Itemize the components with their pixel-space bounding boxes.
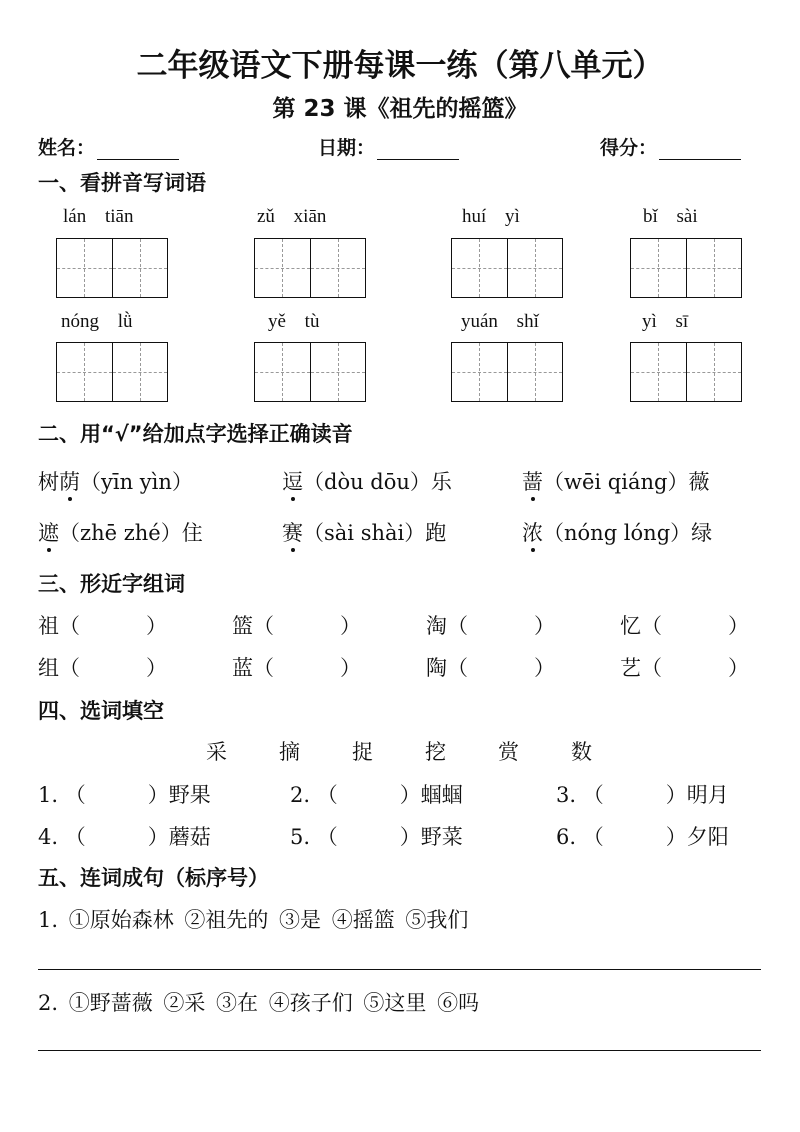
paren-close: ） — [399, 825, 421, 849]
paren-open: （ — [641, 656, 662, 680]
paren-open: （ — [316, 825, 338, 849]
fill-num-5: 5. — [290, 825, 311, 849]
fill-num-4: 4. — [38, 825, 59, 849]
paren-open: （ — [316, 783, 338, 807]
reading-1-options[interactable]: （yīn yìn） — [80, 470, 193, 494]
similar-char-1: 祖 — [38, 614, 59, 638]
name-label: 姓名： — [38, 137, 96, 159]
similar-item-6[interactable] — [232, 652, 361, 682]
section-2-heading: 二、用“√”给加点字选择正确读音 — [38, 422, 353, 446]
reading-item-3[interactable] — [522, 466, 709, 496]
similar-char-8: 艺 — [620, 656, 641, 680]
answer-line-2[interactable] — [38, 1050, 761, 1051]
reading-3-options[interactable]: （wēi qiáng） — [543, 470, 689, 494]
fill-item-4[interactable] — [38, 821, 211, 851]
word-bank-6: 数 — [571, 740, 592, 764]
fill-item-5[interactable] — [290, 821, 463, 851]
date-label: 日期： — [318, 137, 376, 159]
paren-close: ） — [728, 614, 749, 638]
fill-num-3: 3. — [556, 783, 577, 807]
paren-close: ） — [340, 614, 361, 638]
reading-4-options[interactable]: （zhē zhé） — [59, 521, 182, 545]
fill-item-2[interactable] — [290, 779, 463, 809]
fill-num-1: 1. — [38, 783, 59, 807]
similar-char-3: 淘 — [426, 614, 447, 638]
similar-char-5: 组 — [38, 656, 59, 680]
pinyin-7: yuán shǐ — [461, 311, 539, 332]
similar-item-1[interactable] — [38, 610, 167, 640]
similar-item-3[interactable] — [426, 610, 555, 640]
writing-grid-6[interactable] — [254, 342, 366, 402]
reading-3-dotted-char: 蔷 — [522, 470, 543, 494]
paren-close: ） — [534, 656, 555, 680]
fill-num-2: 2. — [290, 783, 311, 807]
paren-close: ） — [399, 783, 421, 807]
date-blank[interactable] — [377, 141, 459, 160]
score-field[interactable] — [600, 133, 741, 160]
fill-word-2: 蝈蝈 — [420, 783, 463, 807]
paren-close: ） — [340, 656, 361, 680]
name-blank[interactable] — [97, 141, 179, 160]
paren-close: ） — [728, 656, 749, 680]
paren-open: （ — [582, 825, 604, 849]
pinyin-4: bǐ sài — [643, 206, 698, 227]
paren-open: （ — [253, 656, 274, 680]
section-4-heading: 四、选词填空 — [38, 699, 164, 723]
section-3-heading: 三、形近字组词 — [38, 572, 185, 596]
reading-2-dotted-char: 逗 — [282, 470, 303, 494]
sentence-1-words: 1. ①原始森林 ②祖先的 ③是 ④摇篮 ⑤我们 — [38, 908, 469, 932]
reading-6-post: 绿 — [691, 521, 713, 545]
reading-6-options[interactable]: （nóng lóng） — [543, 521, 692, 545]
reading-2-options[interactable]: （dòu dōu） — [303, 470, 431, 494]
pinyin-1: lán tiān — [63, 206, 134, 227]
word-bank-4: 挖 — [425, 740, 446, 764]
section-5-heading: 五、连词成句（标序号） — [38, 866, 269, 890]
paren-open: （ — [447, 614, 468, 638]
fill-word-6: 夕阳 — [686, 825, 729, 849]
paren-close: ） — [534, 614, 555, 638]
date-field[interactable] — [318, 133, 459, 160]
similar-char-2: 篮 — [232, 614, 253, 638]
paren-open: （ — [59, 614, 80, 638]
reading-6-dotted-char: 浓 — [522, 521, 543, 545]
pinyin-2: zǔ xiān — [257, 206, 327, 227]
fill-word-3: 明月 — [686, 783, 729, 807]
writing-grid-1[interactable] — [56, 238, 168, 298]
reading-item-5[interactable] — [282, 517, 446, 547]
pinyin-8: yì sī — [642, 311, 689, 332]
fill-item-1[interactable] — [38, 779, 211, 809]
paren-open: （ — [582, 783, 604, 807]
fill-word-5: 野菜 — [420, 825, 463, 849]
fill-num-6: 6. — [556, 825, 577, 849]
reading-4-post: 住 — [181, 521, 203, 545]
paren-open: （ — [447, 656, 468, 680]
similar-item-7[interactable] — [426, 652, 555, 682]
score-blank[interactable] — [659, 141, 741, 160]
paren-close: ） — [665, 783, 687, 807]
similar-item-5[interactable] — [38, 652, 167, 682]
word-bank-5: 赏 — [498, 740, 519, 764]
writing-grid-3[interactable] — [451, 238, 563, 298]
similar-item-8[interactable] — [620, 652, 749, 682]
reading-item-4[interactable] — [38, 517, 203, 547]
page-title: 二年级语文下册每课一练（第八单元） — [136, 48, 664, 84]
pinyin-3: huí yì — [462, 206, 520, 227]
paren-close: ） — [146, 656, 167, 680]
pinyin-6: yě tù — [268, 311, 320, 332]
score-label: 得分： — [600, 137, 658, 159]
writing-grid-4[interactable] — [630, 238, 742, 298]
word-bank-3: 捉 — [352, 740, 373, 764]
fill-word-1: 野果 — [168, 783, 211, 807]
answer-line-1[interactable] — [38, 969, 761, 970]
similar-char-4: 忆 — [620, 614, 641, 638]
similar-char-6: 蓝 — [232, 656, 253, 680]
section-1-heading: 一、看拼音写词语 — [38, 171, 206, 195]
similar-item-4[interactable] — [620, 610, 749, 640]
reading-5-options[interactable]: （sài shài） — [303, 521, 426, 545]
word-bank-2: 摘 — [279, 740, 300, 764]
reading-3-post: 薇 — [688, 470, 710, 494]
paren-open: （ — [641, 614, 662, 638]
paren-open: （ — [253, 614, 274, 638]
reading-4-dotted-char: 遮 — [38, 521, 59, 545]
paren-open: （ — [59, 656, 80, 680]
reading-5-dotted-char: 赛 — [282, 521, 303, 545]
paren-close: ） — [665, 825, 687, 849]
paren-open: （ — [64, 825, 86, 849]
fill-item-6[interactable] — [556, 821, 729, 851]
writing-grid-2[interactable] — [254, 238, 366, 298]
reading-1-pre: 树 — [38, 470, 59, 494]
word-bank-1: 采 — [206, 740, 227, 764]
paren-close: ） — [147, 825, 169, 849]
paren-close: ） — [147, 783, 169, 807]
reading-item-2[interactable] — [282, 466, 452, 496]
lesson-title: 第 23 课《祖先的摇篮》 — [272, 96, 528, 122]
reading-item-1[interactable] — [38, 466, 193, 496]
paren-close: ） — [146, 614, 167, 638]
paren-open: （ — [64, 783, 86, 807]
name-field[interactable] — [38, 133, 179, 160]
writing-grid-5[interactable] — [56, 342, 168, 402]
reading-1-dotted-char: 荫 — [59, 470, 80, 494]
pinyin-5: nóng lǜ — [61, 311, 133, 332]
similar-item-2[interactable] — [232, 610, 361, 640]
sentence-2-words: 2. ①野蔷薇 ②采 ③在 ④孩子们 ⑤这里 ⑥吗 — [38, 991, 480, 1015]
similar-char-7: 陶 — [426, 656, 447, 680]
reading-5-post: 跑 — [425, 521, 447, 545]
writing-grid-8[interactable] — [630, 342, 742, 402]
fill-word-4: 蘑菇 — [168, 825, 211, 849]
reading-2-post: 乐 — [430, 470, 452, 494]
fill-item-3[interactable] — [556, 779, 729, 809]
writing-grid-7[interactable] — [451, 342, 563, 402]
reading-item-6[interactable] — [522, 517, 712, 547]
